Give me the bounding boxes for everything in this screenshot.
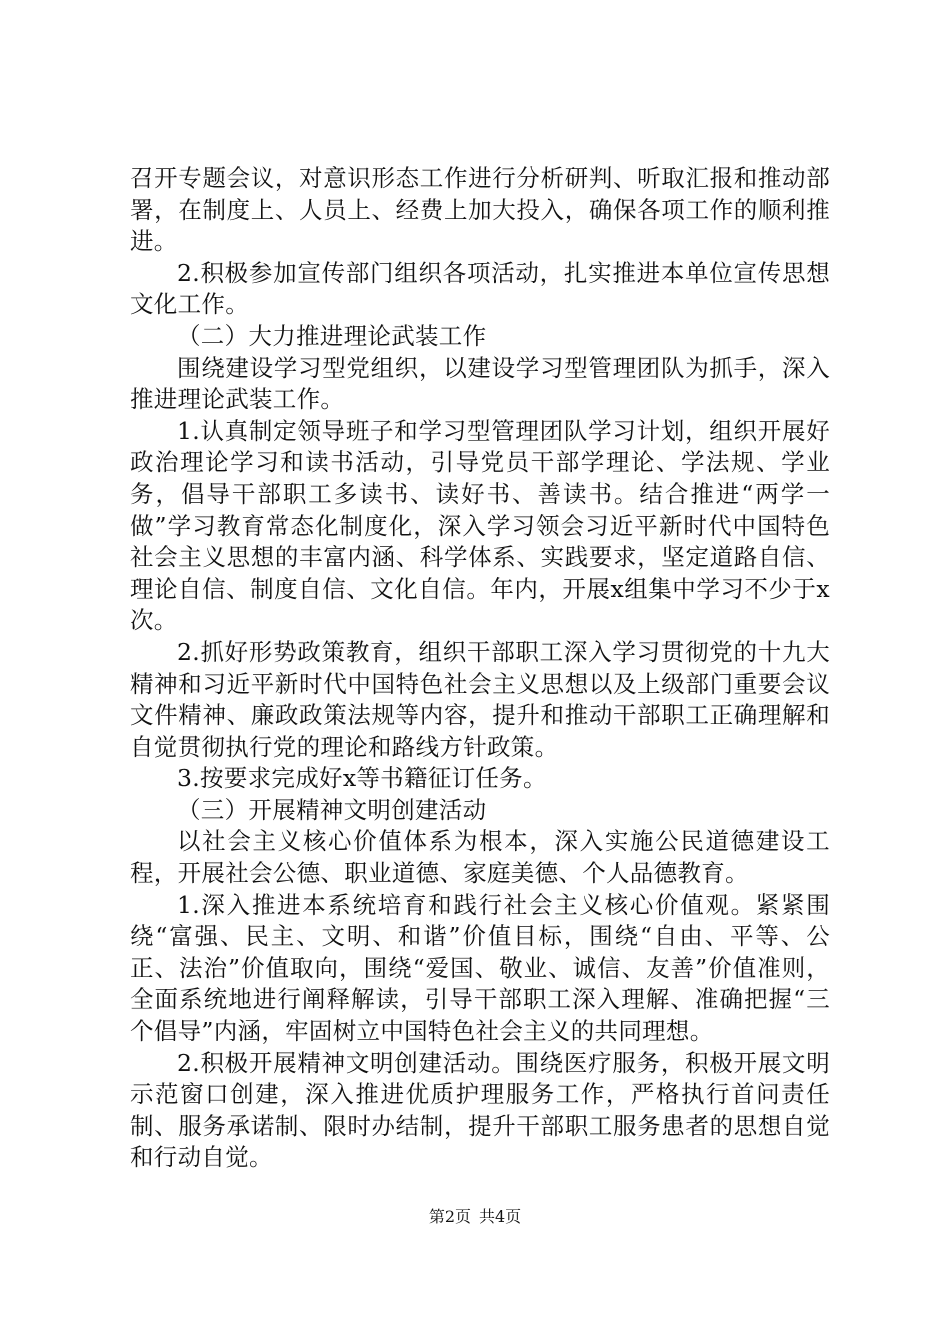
section-heading: （三）开展精神文明创建活动: [177, 795, 487, 824]
paragraph-item: 1.认真制定领导班子和学习型管理团队学习计划，组织开展好政治理论学习和读书活动，引导党员干部学理论、学法规、学业务，倡导干部职工多读书、读好书、善读书。结合推进“两学一做”学习教育常态化制度化，深入学习领会习近平新时代中国特色社会主义思想的丰富内涵、科学体系、实践要求，坚定道路自信、理论自信、制度自信、文化自信。年内，开展x组集中学习不少于x次。: [130, 416, 830, 635]
document-body: [130, 163, 830, 1174]
page-footer: [0, 1207, 950, 1227]
paragraph-item: 围绕建设学习型党组织，以建设学习型管理团队为抓手，深入推进理论武装工作。: [130, 353, 830, 414]
paragraph-item: 3.按要求完成好x等书籍征订任务。: [177, 764, 547, 793]
page-number: 第2页: [428, 1207, 471, 1226]
paragraph-item: 1.深入推进本系统培育和践行社会主义核心价值观。紧紧围绕“富强、民主、文明、和谐”价值目标，围绕“自由、平等、公正、法治”价值取向，围绕“爱国、敬业、诚信、友善”价值准则，全面系统地进行阐释解读，引导干部职工深入理解、准确把握“三个倡导”内涵，牢固树立中国特色社会主义的共同理想。: [130, 890, 830, 1046]
paragraph-continuation: 召开专题会议，对意识形态工作进行分析研判、听取汇报和推动部署，在制度上、人员上、经费上加大投入，确保各项工作的顺利推进。: [130, 164, 830, 256]
section-heading: （二）大力推进理论武装工作: [177, 321, 487, 350]
paragraph-item: 以社会主义核心价值体系为根本，深入实施公民道德建设工程，开展社会公德、职业道德、家庭美德、个人品德教育。: [130, 827, 830, 888]
page-total: 共4页: [479, 1207, 522, 1226]
paragraph-item: 2.积极开展精神文明创建活动。围绕医疗服务，积极开展文明示范窗口创建，深入推进优质护理服务工作，严格执行首问责任制、服务承诺制、限时办结制，提升干部职工服务患者的思想自觉和行动自觉。: [130, 1048, 830, 1172]
paragraph-item: 2.积极参加宣传部门组织各项活动，扎实推进本单位宣传思想文化工作。: [130, 258, 830, 319]
paragraph-item: 2.抓好形势政策教育，组织干部职工深入学习贯彻党的十九大精神和习近平新时代中国特色社会主义思想以及上级部门重要会议文件精神、廉政政策法规等内容，提升和推动干部职工正确理解和自觉贯彻执行党的理论和路线方针政策。: [130, 637, 830, 761]
